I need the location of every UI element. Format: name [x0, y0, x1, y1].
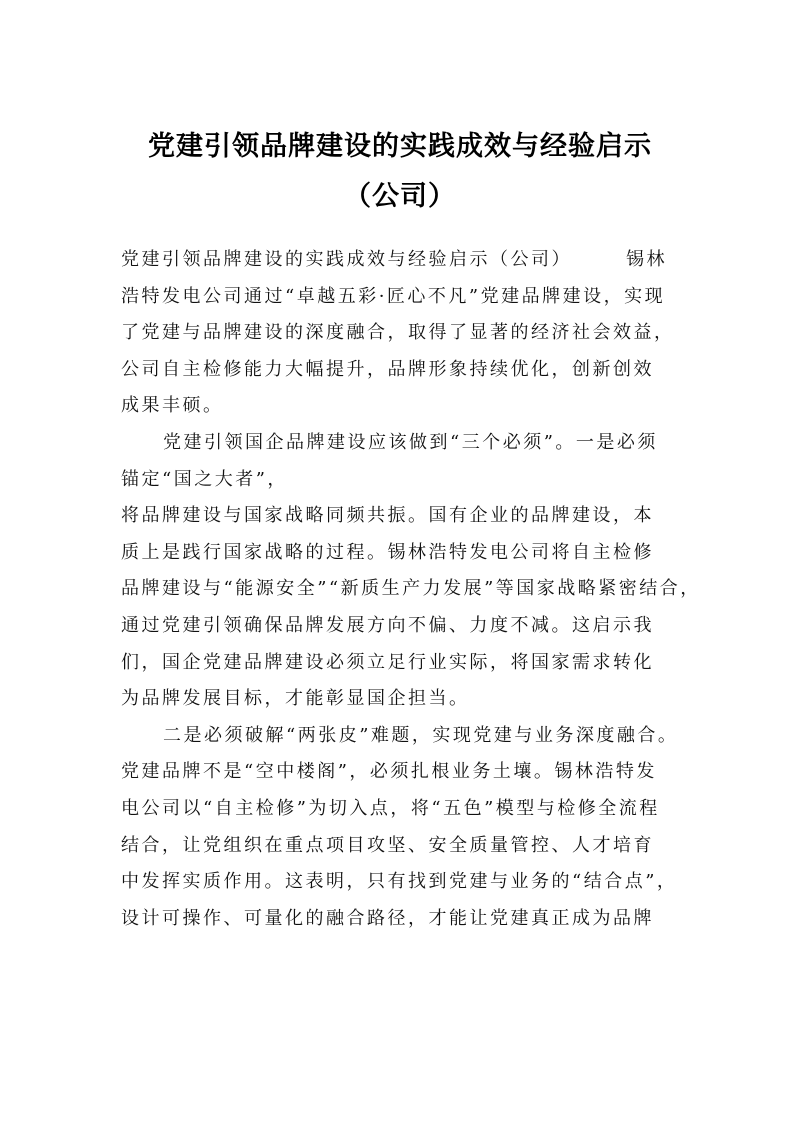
- intro-line: 了党建与品牌建设的深度融合，取得了显著的经济社会效益，: [121, 322, 675, 344]
- paragraph-line: 中发挥实质作用。这表明，只有找到党建与业务的“结合点”，: [121, 871, 678, 893]
- document-body: [121, 242, 701, 937]
- intro-line: 浩特发电公司通过“卓越五彩·匠心不凡”党建品牌建设，实现: [121, 285, 666, 307]
- paragraph-line: 将品牌建设与国家战略同频共振。国有企业的品牌建设，本: [121, 505, 654, 527]
- paragraph-line: 党建品牌不是“空中楼阁”，必须扎根业务土壤。锡林浩特发: [121, 761, 657, 783]
- intro-text: 党建引领品牌建设的实践成效与经验启示（公司）: [121, 249, 572, 270]
- paragraph-line: 品牌建设与“能源安全”“新质生产力发展”等国家战略紧密结合，: [121, 578, 701, 600]
- intro-line: 成果丰硕。: [121, 395, 224, 417]
- intro-line: [121, 242, 681, 279]
- paragraph-line: 结合，让党组织在重点项目攻坚、安全质量管控、人才培育: [121, 834, 654, 856]
- paragraph-line: 二是必须破解“两张皮”难题，实现党建与业务深度融合。: [163, 724, 679, 746]
- paragraph-line: 为品牌发展目标，才能彰显国企担当。: [121, 688, 470, 710]
- paragraph-line: 设计可操作、可量化的融合路径，才能让党建真正成为品牌: [121, 907, 654, 929]
- paragraph-line: 质上是践行国家战略的过程。锡林浩特发电公司将自主检修: [121, 541, 654, 563]
- paragraph-line: 党建引领国企品牌建设应该做到“三个必须”。一是必须: [163, 431, 658, 453]
- paragraph-line: 们，国企党建品牌建设必须立足行业实际，将国家需求转化: [121, 651, 654, 673]
- paragraph-line: 电公司以“自主检修”为切入点，将“五色”模型与检修全流程: [121, 797, 660, 819]
- document-subtitle: （公司）: [344, 181, 456, 212]
- intro-line: 公司自主检修能力大幅提升，品牌形象持续优化，创新创效: [121, 358, 654, 380]
- document-title: 党建引领品牌建设的实践成效与经验启示: [148, 131, 652, 162]
- paragraph-line: 通过党建引领确保品牌发展方向不偏、力度不减。这启示我: [121, 614, 654, 636]
- intro-text: 锡林: [626, 249, 667, 270]
- paragraph-line: 锚定“国之大者”，: [121, 468, 288, 490]
